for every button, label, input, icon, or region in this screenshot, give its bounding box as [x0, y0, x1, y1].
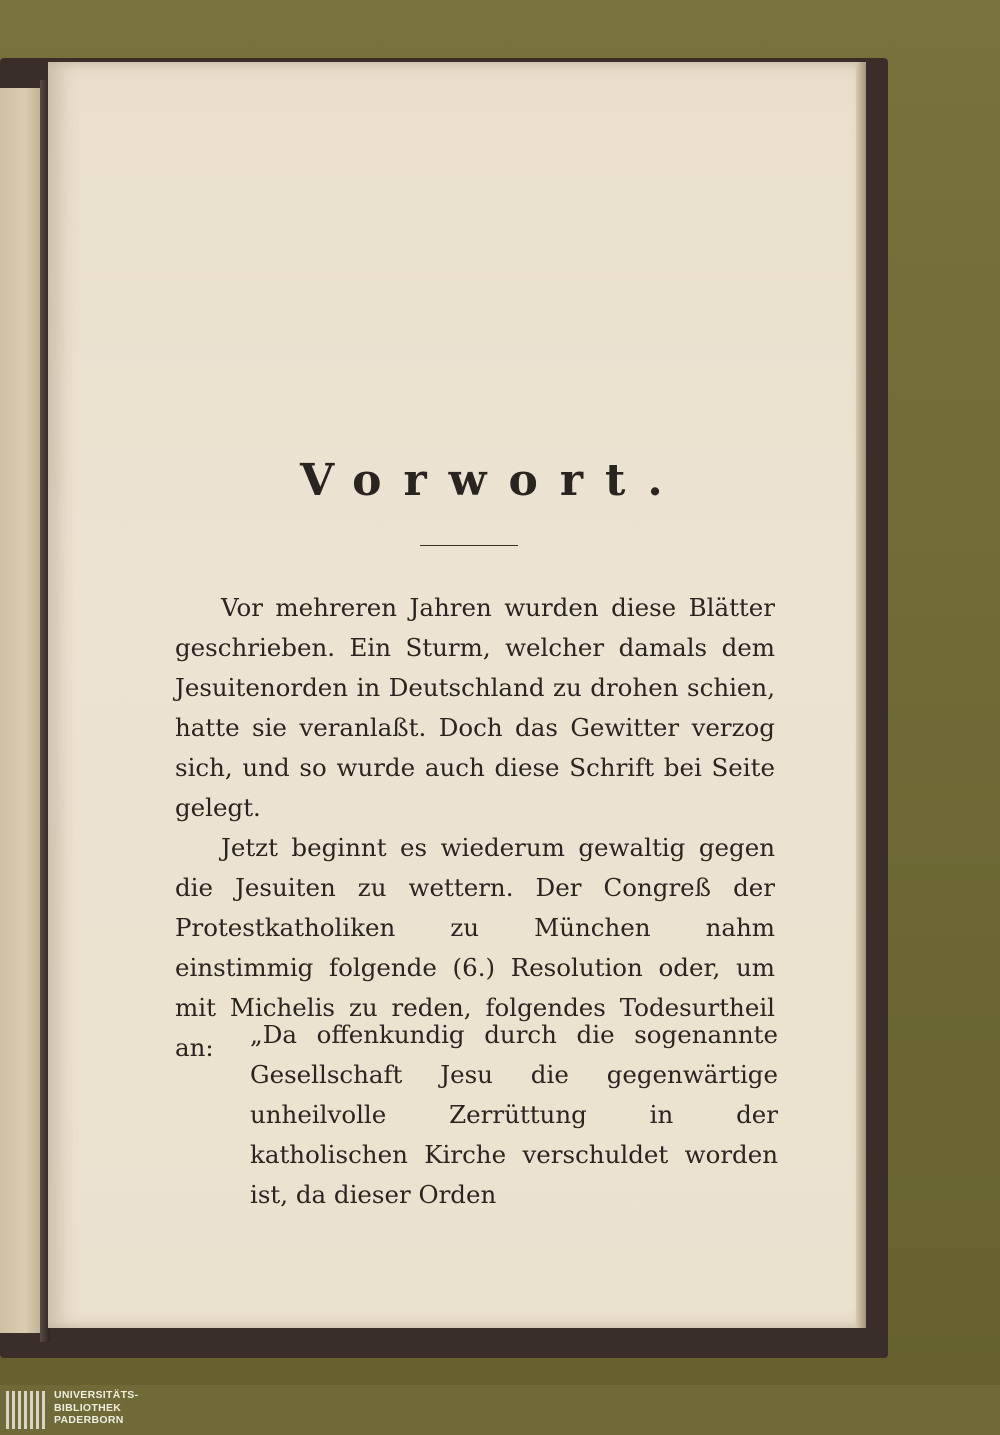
paragraph: Vor mehreren Jahren wurden diese Blätter geschrieben. Ein Sturm, welcher damals dem Jesuitenorden in Deutschland zu drohen schien, hatte sie veranlaßt. Doch das Gewitter verzog sich, und so wurde auch diese Schrift bei Seite gelegt.: [175, 593, 775, 822]
logo-line: BIBLIOTHEK: [54, 1401, 122, 1414]
quotation: [250, 1015, 778, 1215]
footer-bar: [0, 1385, 1000, 1435]
library-logo-text: [54, 1389, 138, 1427]
logo-line: PADERBORN: [54, 1414, 124, 1426]
page-title: Vorwort.: [300, 455, 685, 506]
logo-line: UNIVERSITÄTS-: [54, 1389, 139, 1401]
paragraph: Jetzt beginnt es wiederum gewaltig gegen die Jesuiten zu wettern. Der Congreß der Protestkatholiken zu München nahm einstimmig folgende (6.) Resolution oder, um mit Michelis zu reden, folgendes Todesurtheil an:: [175, 833, 775, 1062]
page-edge: [856, 62, 866, 1328]
library-logo-icon: [6, 1391, 48, 1429]
body-text: [175, 588, 775, 1068]
quote-text: „Da offenkundig durch die sogenannte Gesellschaft Jesu die gegenwärtige unheilvolle Zerrüttung in der katholischen Kirche verschuldet worden ist, da dieser Orden: [250, 1020, 778, 1209]
title-rule: [420, 545, 518, 546]
